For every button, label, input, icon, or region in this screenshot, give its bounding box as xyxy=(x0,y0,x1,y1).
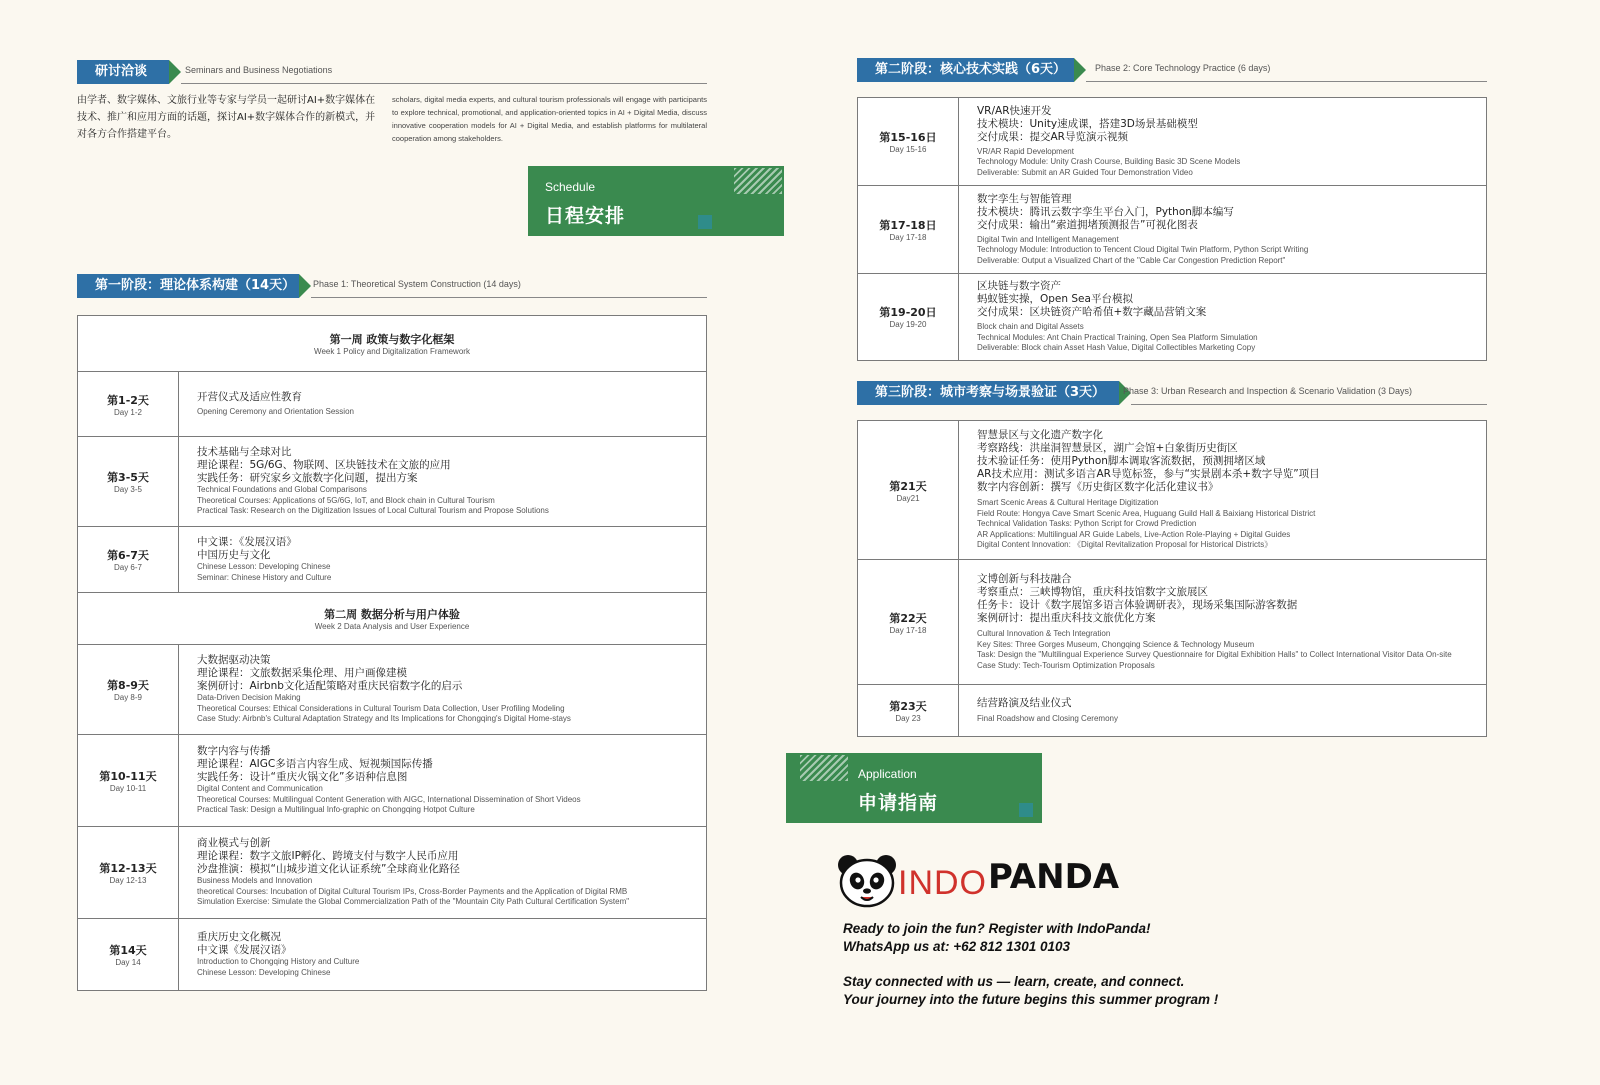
activity-text-en: Deliverable: Block chain Asset Hash Value, Digital Collectibles Marketing Copy xyxy=(977,343,1256,352)
table-row xyxy=(858,421,1487,560)
activity-text-en: Introduction to Chongqing History and Culture xyxy=(197,957,360,966)
activity-text: 理论课程：5G/6G、物联网、区块链技术在文旅的应用 xyxy=(197,459,451,472)
activity-text: 理论课程：AIGC多语言内容生成、短视频国际传播 xyxy=(197,758,433,771)
week1-title-en: Week 1 Policy and Digitalization Framework xyxy=(314,347,470,356)
promo-block xyxy=(843,920,1443,1009)
header-arrow xyxy=(169,60,181,84)
schedule-label-cn: 日程安排 xyxy=(545,205,626,227)
activity-text-en: AR Applications: Multilingual AR Guide Labels, Live-Action Role-Playing + Digital Guides xyxy=(977,529,1291,539)
application-label-en: Application xyxy=(858,767,917,781)
activity-text: 理论课程：数字文旅IP孵化、跨境支付与数字人民币应用 xyxy=(197,850,459,863)
day-label: 第6-7天 xyxy=(107,549,149,562)
activity-text-en: Seminar: Chinese History and Culture xyxy=(197,572,332,582)
day-label-en: Day 19-20 xyxy=(889,320,927,330)
promo-line: Stay connected with us — learn, create, and connect. xyxy=(843,974,1185,989)
activity-text: 结营路演及结业仪式 xyxy=(977,696,1072,709)
activity-text: AR技术应用：测试多语言AR导览标签，参与“实景剧本杀+数字导览”项目 xyxy=(977,468,1320,481)
phase1-table xyxy=(77,315,707,991)
day-label: 第1-2天 xyxy=(107,393,149,407)
activity-text: 技术验证任务：使用Python脚本调取客流数据，预测拥堵区域 xyxy=(977,455,1266,468)
day-label-en: Day 23 xyxy=(895,714,921,723)
day-label: 第12-13天 xyxy=(99,862,157,875)
activity-text: 大数据驱动决策 xyxy=(197,654,271,667)
activity-text-en: Block chain and Digital Assets xyxy=(977,322,1084,331)
activity-text-en: Chinese Lesson: Developing Chinese xyxy=(197,967,331,977)
promo-line: Your journey into the future begins this summer program ! xyxy=(843,992,1219,1007)
phase1-title-en: Phase 1: Theoretical System Construction (14 days) xyxy=(313,279,521,289)
activity-text-en: Key Sites: Three Gorges Museum, Chongqing Science & Technology Museum xyxy=(977,639,1255,649)
brand-panda: PANDA xyxy=(988,857,1120,897)
activity-text: 数字孪生与智能管理 xyxy=(977,192,1072,205)
activity-text-en: Practical Task: Design a Multilingual Info-graphic on Chongqing Hotpot Culture xyxy=(197,805,475,815)
application-label-cn: 申请指南 xyxy=(858,792,939,814)
day-label-en: Day 17-18 xyxy=(889,625,927,635)
activity-text-en: Technology Module: Introduction to Tencent Cloud Digital Twin Platform, Python Script Writing xyxy=(977,245,1309,255)
table-row xyxy=(78,527,707,593)
day-label: 第21天 xyxy=(889,479,927,493)
activity-text: 区块链与数字资产 xyxy=(977,280,1061,292)
activity-text: 交付成果：提交AR导览演示视频 xyxy=(977,130,1128,143)
activity-text-en: Simulation Exercise: Simulate the Global Commercialization Path of the "Mountain City Path Cultural Certification System" xyxy=(197,897,630,907)
activity-text: 技术模块：Unity速成课，搭建3D场景基础模型 xyxy=(977,117,1198,130)
header-rule xyxy=(1086,81,1487,82)
activity-text-en: Digital Twin and Intelligent Management xyxy=(977,234,1119,244)
week1-title: 第一周 政策与数字化框架 xyxy=(329,333,455,346)
phase2-title: 第二阶段：核心技术实践（6天） xyxy=(857,58,1074,82)
phase2-title-en: Phase 2: Core Technology Practice (6 days) xyxy=(1095,63,1271,73)
day-label-en: Day 12-13 xyxy=(109,876,147,885)
week2-title-en: Week 2 Data Analysis and User Experience xyxy=(314,622,470,631)
activity-text: 交付成果：输出“索道拥堵预测报告”可视化图表 xyxy=(977,218,1198,231)
seminar-desc-cn: 由学者、数字媒体、文旅行业等专家与学员一起研讨AI+数字媒体在技术、推广和应用方面的话题，探讨AI+数字媒体合作的新模式，并对各方合作搭建平台。 xyxy=(77,95,376,140)
activity-text-en: Opening Ceremony and Orientation Session xyxy=(197,406,354,416)
day-label-en: Day 14 xyxy=(115,958,141,967)
header-arrow xyxy=(1074,58,1086,82)
week-row xyxy=(78,316,707,372)
table-row xyxy=(78,645,707,735)
seminar-title-en: Seminars and Business Negotiations xyxy=(185,65,333,75)
promo-line: Ready to join the fun? Register with IndoPanda! xyxy=(843,921,1151,936)
activity-text-en: Technology Module: Unity Crash Course, Building Basic 3D Scene Models xyxy=(977,157,1241,167)
activity-text-en: Data-Driven Decision Making xyxy=(197,693,301,703)
day-label: 第14天 xyxy=(109,944,147,957)
phase2-table xyxy=(857,97,1487,361)
phase2-header xyxy=(857,58,1487,82)
activity-text-en: Theoretical Courses: Ethical Considerations in Cultural Tourism Data Collection, User Profiling Modeling xyxy=(197,703,565,713)
day-label-en: Day 15-16 xyxy=(889,145,927,154)
day-label: 第17-18日 xyxy=(879,219,937,232)
activity-text: 重庆历史文化概况 xyxy=(197,931,281,943)
table-row xyxy=(858,98,1487,186)
activity-text-en: Business Models and Innovation xyxy=(197,876,313,886)
activity-text: 蚂蚁链实操，Open Sea平台模拟 xyxy=(977,293,1133,305)
day-label: 第8-9天 xyxy=(107,679,149,692)
activity-text-en: Task: Design the "Multilingual Experience Survey Questionnaire for Digital Exhibition Halls" to Collect International Visitor Data On-site xyxy=(977,650,1452,659)
phase1-header xyxy=(77,274,707,298)
activity-text: 理论课程：文旅数据采集伦理、用户画像建模 xyxy=(197,667,407,680)
activity-text-en: Digital Content and Communication xyxy=(197,784,323,794)
table-row xyxy=(78,735,707,827)
day-label-en: Day21 xyxy=(896,493,920,503)
table-row xyxy=(858,186,1487,274)
day-label-en: Day 17-18 xyxy=(889,233,927,242)
activity-text-en: Smart Scenic Areas & Cultural Heritage Digitization xyxy=(977,498,1159,508)
activity-text: 案例研讨：提出重庆科技文旅优化方案 xyxy=(977,612,1156,624)
seminar-title: 研讨洽谈 xyxy=(77,60,169,84)
phase3-title-en: Phase 3: Urban Research and Inspection & Scenario Validation (3 Days) xyxy=(1123,386,1412,396)
activity-text-en: Digital Content Innovation: 《Digital Revitalization Proposal for Historical Districts》 xyxy=(977,540,1273,550)
phase3-header xyxy=(857,381,1487,405)
day-label-en: Day 6-7 xyxy=(113,563,142,572)
activity-text-en: Chinese Lesson: Developing Chinese xyxy=(197,562,331,571)
activity-text-en: Deliverable: Submit an AR Guided Tour Demonstration Video xyxy=(977,167,1193,177)
activity-text: 商业模式与创新 xyxy=(197,837,271,850)
square-decoration xyxy=(1019,803,1033,817)
activity-text: 技术基础与全球对比 xyxy=(197,446,292,459)
schedule-label-en: Schedule xyxy=(545,180,596,194)
day-label: 第10-11天 xyxy=(99,770,157,783)
activity-text: 数字内容与传播 xyxy=(197,745,271,758)
table-row xyxy=(858,560,1487,685)
phase1-title: 第一阶段：理论体系构建（14天） xyxy=(77,274,299,298)
day-label-en: Day 10-11 xyxy=(109,784,147,793)
activity-text: 文博创新与科技融合 xyxy=(977,573,1072,585)
week2-title: 第二周 数据分析与用户体验 xyxy=(324,608,460,621)
activity-text-en: theoretical Courses: Incubation of Digital Cultural Tourism IPs, Cross-Border Payments and the Application of Digital RMB xyxy=(197,886,628,896)
activity-text: 智慧景区与文化遗产数字化 xyxy=(977,429,1103,442)
activity-text-en: Theoretical Courses: Applications of 5G/6G, IoT, and Block chain in Cultural Tourism xyxy=(197,495,495,505)
week-row xyxy=(78,593,707,645)
activity-text-en: Practical Task: Research on the Digitization Issues of Local Cultural Tourism and Propose Solutions xyxy=(197,506,549,516)
seminar-desc-en: scholars, digital media experts, and cultural tourism professionals will engage with participants to explore technical, promotional, and application-oriented topics in AI + Digital Media, discuss innovative cooperation models for AI + Digital Media, and establish platforms for multilateral cooperation among stakeholders. xyxy=(392,95,707,143)
schedule-banner xyxy=(528,166,784,236)
promo-whatsapp: WhatsApp us at: +62 812 1301 0103 xyxy=(843,939,1070,954)
indopanda-logo xyxy=(836,853,1120,909)
activity-text-en: Technical Foundations and Global Comparisons xyxy=(197,485,367,495)
day-label-en: Day 3-5 xyxy=(113,485,142,494)
activity-text: 中国历史与文化 xyxy=(197,549,271,561)
table-row xyxy=(858,274,1487,361)
brand-indo: INDO xyxy=(898,864,987,902)
activity-text-en: Cultural Innovation & Tech Integration xyxy=(977,629,1111,638)
header-arrow xyxy=(299,274,311,298)
header-rule xyxy=(181,83,707,84)
activity-text: 沙盘推演：模拟“山城步道文化认证系统”全球商业化路径 xyxy=(197,863,460,876)
phase3-table xyxy=(857,420,1487,737)
activity-text-en: Final Roadshow and Closing Ceremony xyxy=(977,713,1118,723)
activity-text: 数字内容创新：撰写《历史街区数字化活化建议书》 xyxy=(977,481,1219,494)
activity-text-en: Technical Validation Tasks: Python Script for Crowd Prediction xyxy=(977,519,1197,529)
activity-text-en: Case Study: Airbnb's Cultural Adaptation Strategy and Its Implications for Chongqing's Digital Home-stays xyxy=(197,714,571,724)
table-row xyxy=(858,685,1487,737)
table-row xyxy=(78,827,707,919)
application-banner xyxy=(786,753,1042,823)
activity-text-en: Field Route: Hongya Cave Smart Scenic Area, Huguang Guild Hall & Baixiang Historical District xyxy=(977,508,1316,518)
table-row xyxy=(78,919,707,991)
activity-text-en: Theoretical Courses: Multilingual Content Generation with AIGC, International Dissemination of Short Videos xyxy=(197,794,581,804)
stripe-decoration xyxy=(800,755,848,781)
activity-text: 实践任务：设计“重庆火锅文化”多语种信息图 xyxy=(197,771,408,784)
activity-text: 任务卡：设计《数字展馆多语言体验调研表》，现场采集国际游客数据 xyxy=(977,599,1298,611)
stripe-decoration xyxy=(734,168,782,194)
activity-text: 考察重点：三峡博物馆，重庆科技馆数字文旅展区 xyxy=(977,586,1208,598)
day-label-en: Day 8-9 xyxy=(113,693,142,702)
activity-text: 考察路线：洪崖洞智慧景区，湖广会馆+白象街历史街区 xyxy=(977,442,1238,455)
day-label: 第19-20日 xyxy=(879,306,937,320)
activity-text: 中文课：《发展汉语》 xyxy=(197,536,297,548)
table-row xyxy=(78,437,707,527)
activity-text-en: Case Study: Tech-Tourism Optimization Proposals xyxy=(977,660,1155,670)
header-rule xyxy=(311,297,707,298)
activity-text: 实践任务：研究家乡文旅数字化问题，提出方案 xyxy=(197,472,418,485)
activity-text: 开营仪式及适应性教育 xyxy=(197,390,302,403)
activity-text: 技术模块：腾讯云数字孪生平台入门，Python脚本编写 xyxy=(977,205,1234,218)
table-row xyxy=(78,372,707,437)
square-decoration xyxy=(698,215,712,229)
activity-text: VR/AR快速开发 xyxy=(977,104,1052,117)
header-rule xyxy=(1131,404,1487,405)
day-label: 第15-16日 xyxy=(879,131,937,144)
activity-text-en: Technical Modules: Ant Chain Practical Training, Open Sea Platform Simulation xyxy=(977,332,1258,342)
day-label: 第3-5天 xyxy=(107,471,149,484)
day-label-en: Day 1-2 xyxy=(113,407,142,417)
panda-logo-icon xyxy=(836,853,898,909)
phase3-title: 第三阶段：城市考察与场景验证（3天） xyxy=(857,381,1119,405)
activity-text: 交付成果：区块链资产哈希值+数字藏品营销文案 xyxy=(977,306,1207,318)
activity-text-en: VR/AR Rapid Development xyxy=(977,146,1074,156)
day-label: 第23天 xyxy=(889,700,927,713)
activity-text-en: Deliverable: Output a Visualized Chart of the "Cable Car Congestion Prediction Report" xyxy=(977,255,1286,265)
activity-text: 中文课《发展汉语》 xyxy=(197,944,292,956)
seminar-header xyxy=(77,60,707,84)
activity-text: 案例研讨：Airbnb文化适配策略对重庆民宿数字化的启示 xyxy=(197,680,463,693)
day-label: 第22天 xyxy=(889,611,927,625)
